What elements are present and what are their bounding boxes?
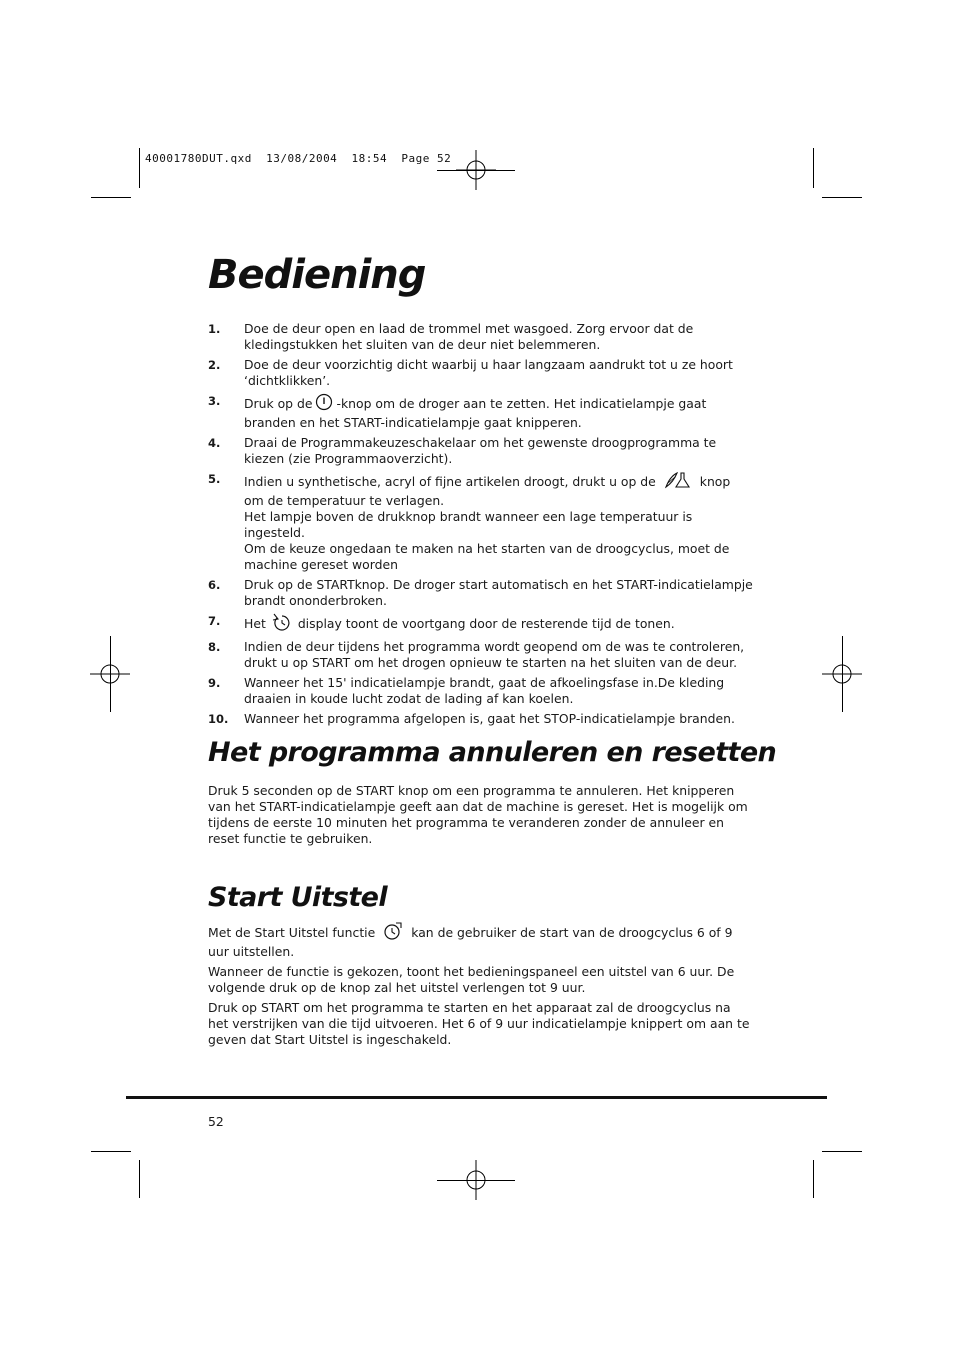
list-item [208, 711, 753, 727]
delicate-fabric-icon [664, 471, 692, 493]
crop-mark [842, 636, 843, 712]
step-number: 6. [208, 578, 221, 592]
crop-mark [822, 1151, 862, 1152]
paragraph: Druk 5 seconden op de START knop om een programma te annuleren. Het knipperen van het START-indicatielampje geeft aan dat de machine is gereset. Het is mogelijk om tijdens de eerste 10 minuten het programma te veranderen zonder de annuleer en reset functie te gebruiken. [208, 783, 748, 846]
step-text-part: Het lampje boven de drukknop brandt wanneer een lage temperatuur is ingesteld. [244, 509, 693, 540]
step-text [244, 711, 753, 727]
step-number: 1. [208, 322, 221, 336]
list-item [208, 321, 753, 353]
page-title: Bediening [208, 252, 426, 298]
paragraph-part: kan de gebruiker de start van de droogcyclus 6 of 9 uur uitstellen. [208, 925, 733, 959]
section-body-cancel-reset [208, 783, 753, 851]
time-remaining-icon [272, 613, 292, 635]
list-item [208, 471, 753, 573]
crop-mark [139, 1160, 140, 1198]
step-text [244, 577, 753, 609]
step-text-part: Wanneer het 15' indicatielampje brandt, gaat de afkoelingsfase in.De kleding draaien in koude lucht zodat de lading af kan koelen. [244, 675, 725, 706]
crop-mark [437, 170, 515, 171]
delay-clock-icon [383, 922, 403, 944]
step-number: 7. [208, 614, 221, 628]
step-text-part: Doe de deur voorzichtig dicht waarbij u haar langzaam aandrukt tot u ze hoort ‘dichtklikken’. [244, 357, 733, 388]
step-text-part: knop om de temperatuur te verlagen. [244, 474, 731, 508]
power-icon [315, 393, 333, 415]
step-text-part: Druk op de STARTknop. De droger start automatisch en het START-indicatielampje brandt ononderbroken. [244, 577, 753, 608]
paragraph-part: Met de Start Uitstel functie [208, 925, 376, 940]
paragraph: Druk op START om het programma te starten en het apparaat zal de droogcyclus na het verstrijken van die tijd uitvoeren. Het 6 of 9 uur indicatielampje knippert om aan te geven dat Start Uitstel is ingeschakeld. [208, 1000, 750, 1047]
list-item [208, 675, 753, 707]
crop-mark [91, 197, 131, 198]
step-text-part: Doe de deur open en laad de trommel met wasgoed. Zorg ervoor dat de kledingstukken het sluiten van de deur niet belemmeren. [244, 321, 694, 352]
crop-mark [813, 148, 814, 188]
section-heading-start-delay: Start Uitstel [208, 882, 388, 913]
crop-mark [110, 636, 111, 712]
instruction-list [208, 321, 753, 731]
step-text-part: Indien u synthetische, acryl of fijne artikelen droogt, drukt u op de [244, 474, 656, 489]
section-heading-cancel-reset: Het programma annuleren en resetten [208, 737, 777, 768]
step-text-part: Het [244, 616, 266, 631]
step-number: 4. [208, 436, 221, 450]
list-item [208, 613, 753, 635]
footer-rule [126, 1096, 827, 1099]
step-text-part: Om de keuze ongedaan te maken na het starten van de droogcyclus, moet de machine gereset worden [244, 541, 730, 572]
paragraph: Wanneer de functie is gekozen, toont het bedieningspaneel een uitstel van 6 uur. De volgende druk op de knop zal het uitstel verlengen tot 9 uur. [208, 964, 735, 995]
step-number: 2. [208, 358, 221, 372]
step-text [244, 435, 753, 467]
crop-mark [91, 1151, 131, 1152]
list-item [208, 639, 753, 671]
paragraph [208, 922, 753, 960]
step-text [244, 613, 753, 635]
crop-mark [813, 1160, 814, 1198]
list-item [208, 357, 753, 389]
crop-mark [822, 197, 862, 198]
step-text-part: Wanneer het programma afgelopen is, gaat het STOP-indicatielampje branden. [244, 711, 735, 726]
step-number: 3. [208, 394, 221, 408]
crop-mark [139, 148, 140, 188]
page-number: 52 [208, 1114, 224, 1129]
step-text-part: -knop om de droger aan te zetten. Het indicatielampje gaat branden en het START-indicatielampje gaat knipperen. [244, 396, 707, 430]
step-number: 5. [208, 472, 221, 486]
print-slug: 40001780DUT.qxd 13/08/2004 18:54 Page 52 [145, 152, 452, 165]
section-body-start-delay [208, 922, 753, 1052]
step-number: 8. [208, 640, 221, 654]
step-text [244, 639, 753, 671]
step-text [244, 321, 753, 353]
crop-mark [437, 1180, 515, 1181]
list-item [208, 393, 753, 431]
step-number: 10. [208, 712, 229, 726]
step-text [244, 357, 753, 389]
step-text [244, 471, 753, 573]
step-text-part: Druk op de [244, 396, 313, 411]
step-text-part: Draai de Programmakeuzeschakelaar om het gewenste droogprogramma te kiezen (zie Programmaoverzicht). [244, 435, 717, 466]
step-number: 9. [208, 676, 221, 690]
step-text [244, 393, 753, 431]
list-item [208, 435, 753, 467]
step-text [244, 675, 753, 707]
step-text-part: Indien de deur tijdens het programma wordt geopend om de was te controleren, drukt u op START om het drogen opnieuw te starten na het sluiten van de deur. [244, 639, 745, 670]
step-text-part: display toont de voortgang door de resterende tijd de tonen. [297, 616, 675, 631]
list-item [208, 577, 753, 609]
